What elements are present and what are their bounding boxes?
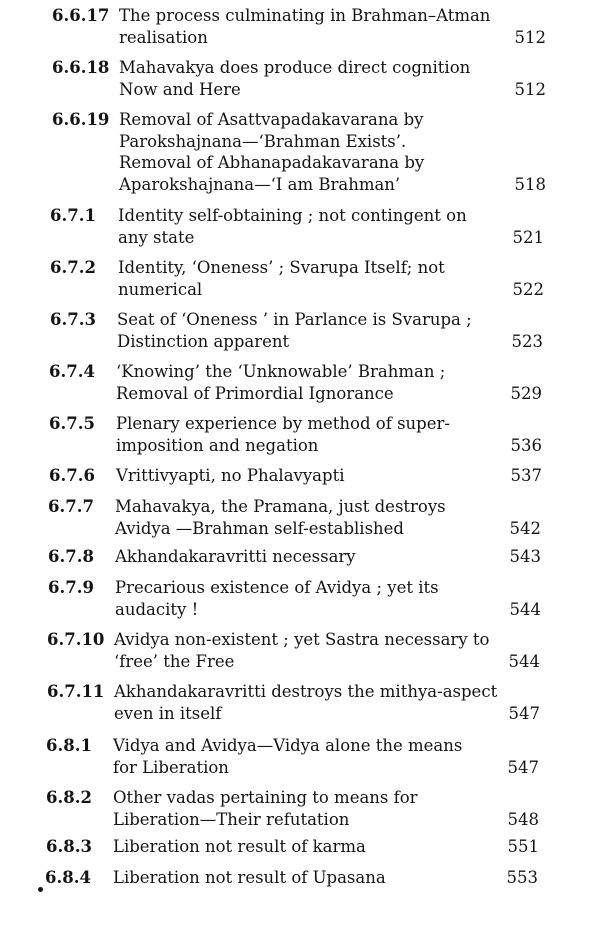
section-title-line: Vrittivyapti, no Phalavyapti [116, 466, 345, 485]
section-number: 6.8.2 [46, 788, 92, 807]
page-number: 522 [512, 279, 544, 299]
section-title-line: imposition and negation [116, 435, 319, 455]
section-number: 6.8.4 [45, 868, 91, 887]
section-title [118, 205, 498, 248]
page-number: 536 [510, 435, 542, 455]
section-title-line: Seat of ‘Oneness ’ in Parlance is Svarupa ; [117, 310, 472, 329]
section-title [115, 546, 495, 568]
section-title-line: audacity ! [115, 599, 199, 619]
section-title [113, 836, 493, 858]
section-title [113, 735, 493, 778]
section-title [119, 109, 499, 195]
section-title-line: Akhandakaravritti necessary [115, 547, 356, 566]
section-title [114, 629, 494, 672]
page-number: 512 [514, 79, 546, 99]
section-number: 6.6.19 [52, 110, 110, 129]
section-title-line: Plenary experience by method of super- [116, 414, 450, 433]
section-title [119, 5, 499, 48]
section-number: 6.7.11 [47, 682, 105, 701]
section-title-line: ‘free’ the Free [114, 651, 235, 671]
section-title-line: numerical [118, 279, 203, 299]
section-number: 6.7.1 [50, 206, 96, 225]
section-title [118, 257, 498, 300]
section-title-line: Removal of Abhanapadakavarana by [119, 153, 425, 172]
page-number: 512 [514, 27, 546, 47]
section-title-line: Mahavakya, the Pramana, just destroys [115, 497, 446, 516]
section-number: 6.7.7 [48, 497, 94, 516]
section-title [119, 57, 499, 100]
section-title-line: The process culminating in Brahman–Atman [119, 6, 491, 25]
section-title [116, 465, 496, 487]
page-number: 547 [507, 757, 539, 777]
section-title [113, 787, 493, 830]
section-title-line: for Liberation [113, 757, 229, 777]
section-title-line: even in itself [114, 703, 222, 723]
section-title [115, 577, 495, 620]
section-title-line: Removal of Asattvapadakavarana by [119, 110, 424, 129]
section-number: 6.6.18 [52, 58, 110, 77]
section-title-line: Identity, ‘Oneness’ ; Svarupa Itself; not [118, 258, 445, 277]
section-title [113, 867, 493, 889]
section-number: 6.7.6 [49, 466, 95, 485]
page-number: 544 [509, 599, 541, 619]
page-number: 523 [511, 331, 543, 351]
section-number: 6.7.3 [50, 310, 96, 329]
section-number: 6.8.3 [46, 837, 92, 856]
page-number: 547 [508, 703, 540, 723]
section-title-line: Identity self-obtaining ; not contingent on [118, 206, 467, 225]
section-title-line: Liberation not result of karma [113, 837, 366, 856]
section-number: 6.7.4 [49, 362, 95, 381]
section-title-line: Akhandakaravritti destroys the mithya-aspect [114, 682, 498, 701]
section-title-line: realisation [119, 27, 208, 47]
page-number: 543 [509, 547, 541, 566]
section-number: 6.7.8 [48, 547, 94, 566]
section-number: 6.7.2 [50, 258, 96, 277]
page-number: 548 [507, 809, 539, 829]
section-title-line: Distinction apparent [117, 331, 290, 351]
section-title-line: Liberation—Their refutation [113, 809, 350, 829]
section-title-line: Removal of Primordial Ignorance [116, 383, 394, 403]
page-number: 521 [512, 227, 544, 247]
section-number: 6.7.5 [49, 414, 95, 433]
page-number: 553 [506, 868, 538, 887]
section-number: 6.8.1 [46, 736, 92, 755]
page-number: 542 [509, 518, 541, 538]
page-number: 537 [510, 466, 542, 485]
page-number: 551 [507, 837, 539, 856]
section-title-line: any state [118, 227, 195, 247]
section-title [114, 681, 498, 724]
section-title-line: Mahavakya does produce direct cognition [119, 58, 471, 77]
section-title-line: Other vadas pertaining to means for [113, 788, 418, 807]
section-title-line: Now and Here [119, 79, 241, 99]
section-title [116, 361, 496, 404]
page-number: 518 [514, 174, 546, 194]
section-title-line: ‘Knowing’ the ‘Unknowable’ Brahman ; [116, 362, 446, 381]
page-number: 529 [510, 383, 542, 403]
section-number: 6.7.9 [48, 578, 94, 597]
section-number: 6.7.10 [47, 630, 105, 649]
section-title-line: Avidya —Brahman self-established [115, 518, 404, 538]
section-title-line: Precarious existence of Avidya ; yet its [115, 578, 439, 597]
section-title-line: Parokshajnana—‘Brahman Exists’. [119, 131, 407, 151]
section-title-line: Liberation not result of Upasana [113, 868, 386, 887]
section-title-line: Aparokshajnana—‘I am Brahman’ [119, 174, 401, 194]
section-title [117, 309, 497, 352]
section-title [115, 496, 495, 539]
page-number: 544 [508, 651, 540, 671]
section-number: 6.6.17 [52, 6, 110, 25]
section-title-line: Avidya non-existent ; yet Sastra necessary to [114, 630, 490, 649]
section-title [116, 413, 496, 456]
stray-dot-mark [38, 887, 43, 892]
section-title-line: Vidya and Avidya—Vidya alone the means [113, 736, 463, 755]
